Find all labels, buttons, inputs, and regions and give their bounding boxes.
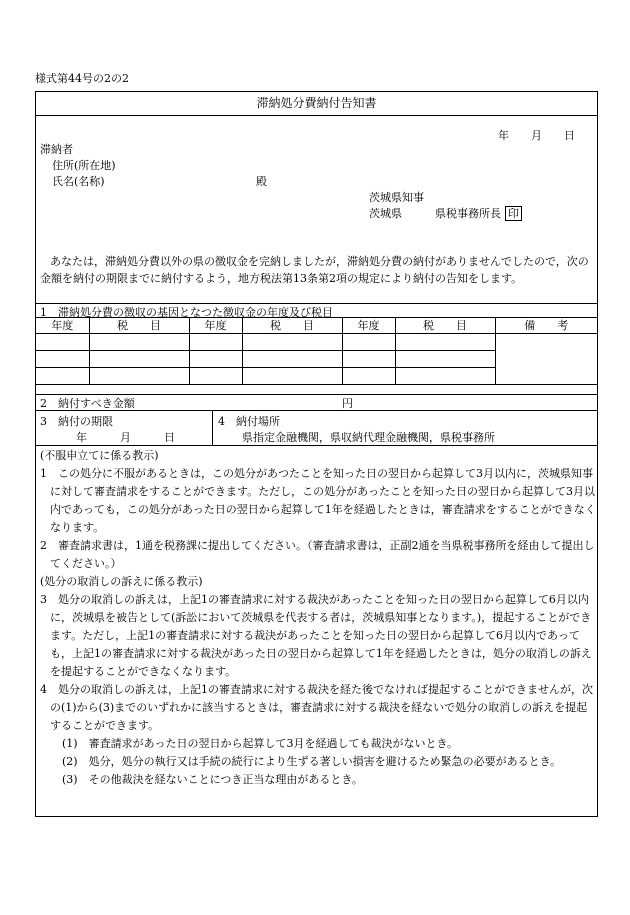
case-1: (1) 審査請求があった日の翌日から起算して3月を経過しても裁決がないとき。 xyxy=(62,737,459,750)
cell-year xyxy=(189,334,242,351)
notice-form xyxy=(35,91,598,817)
table-header-row xyxy=(36,317,597,334)
address-label: 住所(所在地) xyxy=(52,159,116,172)
col-tax-item: 税 目 xyxy=(395,317,495,334)
col-year: 年度 xyxy=(189,317,242,334)
amount-unit: 円 xyxy=(342,397,353,410)
col-tax-item: 税 目 xyxy=(89,317,189,334)
date-line: 年 月 日 xyxy=(498,129,575,142)
appeal-item-1: 1 この処分に不服があるときは，この処分があつたことを知った日の翌日から起算して3月以内に，茨城県知事に対して審査請求をすることができます。ただし，この処分があったことを知った日の翌日から起算して3月以内であっても，この処分があった日の翌日から起算して1年を経過したときは，審査請求をすることができなくなります。 xyxy=(40,467,596,534)
col-year: 年度 xyxy=(342,317,395,334)
col-remarks: 備 考 xyxy=(495,317,597,334)
cell-remarks xyxy=(495,334,597,385)
notice-text: あなたは，滞納処分費以外の県の徴収金を完納しましたが，滞納処分費の納付がありませんでしたので，次の金額を納付の期限までに納付するよう，地方税法第13条第2項の規定により納付の告知をします。 xyxy=(40,255,589,285)
section1-heading: 1 滞納処分費の徴収の基因となつた徴収金の年度及び税目 xyxy=(40,306,333,319)
issuer-office-label: 茨城県 県税事務所長 xyxy=(369,207,501,220)
appeal-heading: (不服申立てに係る教示) xyxy=(40,449,159,462)
cell-year xyxy=(36,368,89,385)
cell-year xyxy=(342,368,395,385)
lawsuit-item-3: 3 処分の取消しの訴えは，上記1の審査請求に対する裁決があったことを知った日の翌日から起算して6月以内に，茨城県を被告として(訴訟において茨城県を代表する者は，茨城県知事となります。)，提起することができます。ただし，上記1の審査請求に対する裁決があったことを知った日の翌日から起算して6月以内であっても，上記1の審査請求に対する裁決があった日の翌日から起算して1年を経過したときは，処分の取消しの訴えを提起することができなくなります。 xyxy=(40,593,592,678)
payment-place-label: 4 納付場所 xyxy=(218,415,280,428)
cell-year xyxy=(189,368,242,385)
cell-year xyxy=(342,334,395,351)
name-label: 氏名(名称) xyxy=(52,175,105,188)
cell-tax-item xyxy=(242,368,342,385)
seal-mark: 印 xyxy=(505,206,522,221)
case-2: (2) 処分，処分の執行又は手続の続行により生ずる著しい損害を避けるため緊急の必要があるとき。 xyxy=(62,755,562,768)
cell-tax-item xyxy=(395,351,495,368)
table-row xyxy=(36,334,597,351)
form-title: 滞納処分費納付告知書 xyxy=(36,92,597,116)
divider xyxy=(36,410,597,411)
col-tax-item: 税 目 xyxy=(242,317,342,334)
issuer-governor: 茨城県知事 xyxy=(369,191,424,204)
deadline-label: 3 納付の期限 xyxy=(40,415,113,428)
taxpayer-heading: 滞納者 xyxy=(40,143,73,156)
cell-tax-item xyxy=(242,351,342,368)
instructions xyxy=(40,447,596,789)
cell-year xyxy=(342,351,395,368)
cell-year xyxy=(189,351,242,368)
cell-tax-item xyxy=(89,334,189,351)
form-number: 様式第44号の2の2 xyxy=(35,72,129,85)
cell-tax-item xyxy=(242,334,342,351)
col-year: 年度 xyxy=(36,317,89,334)
divider xyxy=(36,445,597,446)
cell-year xyxy=(36,351,89,368)
deadline-date: 年 月 日 xyxy=(76,431,175,444)
tax-year-table xyxy=(36,317,597,385)
lawsuit-item-4: 4 処分の取消しの訴えは，上記1の審査請求に対する裁決を経た後でなければ提起することができませんが，次の(1)から(3)までのいずれかに該当するときは，審査請求に対する裁決を経ないで処分の取消しの訴えを提起することができます。 xyxy=(40,683,593,732)
honorific: 殿 xyxy=(256,175,267,188)
payment-place-value: 県指定金融機関，県収納代理金融機関，県税事務所 xyxy=(242,431,495,444)
appeal-item-2: 2 審査請求書は，1通を税務課に提出してください。（審査請求書は，正副2通を当県税事務所を経由して提出してください。） xyxy=(40,539,595,570)
cell-tax-item xyxy=(89,368,189,385)
amount-label: 2 納付すべき金額 xyxy=(40,397,135,410)
lawsuit-heading: (処分の取消しの訴えに係る教示) xyxy=(40,575,203,588)
cell-tax-item xyxy=(395,368,495,385)
divider xyxy=(212,410,213,445)
cell-tax-item xyxy=(89,351,189,368)
cell-tax-item xyxy=(395,334,495,351)
case-3: (3) その他裁決を経ないことにつき正当な理由があるとき。 xyxy=(62,773,363,786)
issuer-office xyxy=(369,205,522,221)
cell-year xyxy=(36,334,89,351)
